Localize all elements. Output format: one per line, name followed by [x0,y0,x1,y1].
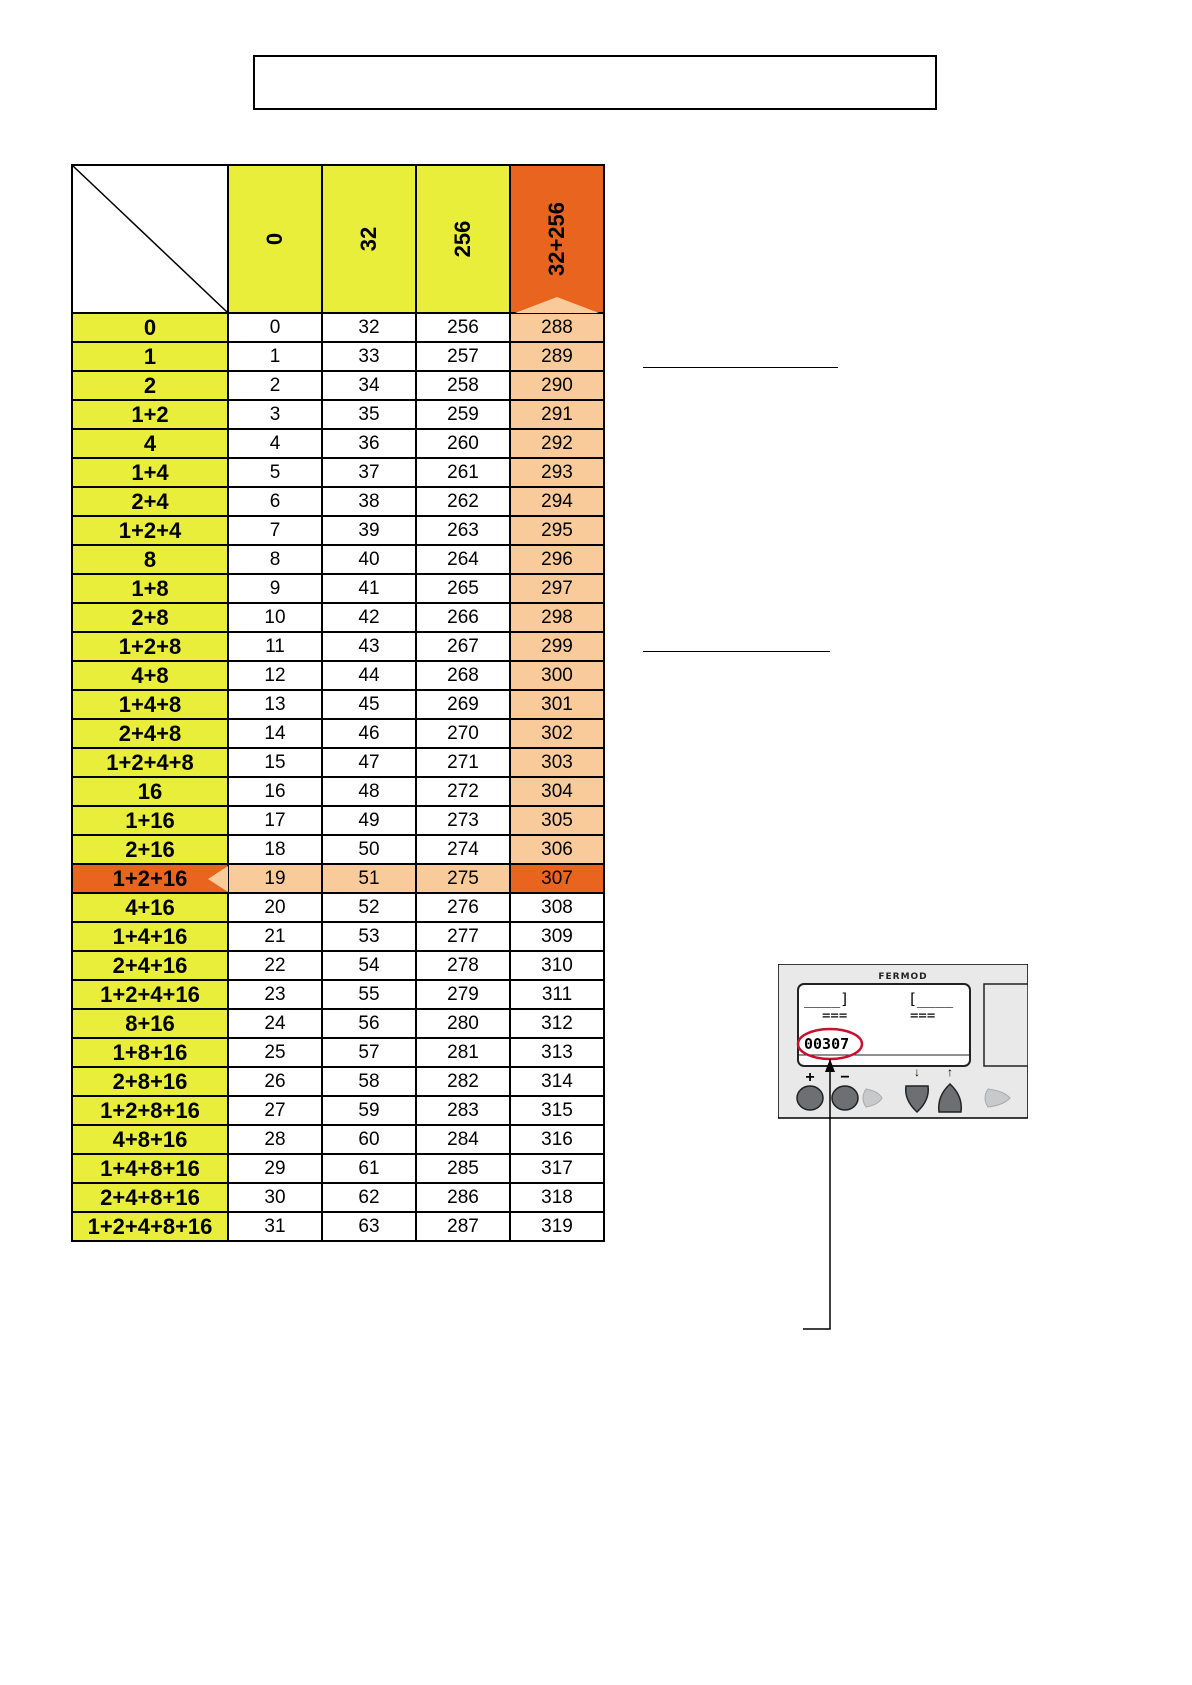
table-cell: 308 [510,893,604,922]
table-cell: 291 [510,400,604,429]
device-brand: FERMOD [878,972,928,982]
table-cell: 304 [510,777,604,806]
table-cell: 317 [510,1154,604,1183]
row-head: 1+2+16 [72,864,228,893]
table-cell: 303 [510,748,604,777]
table-cell: 296 [510,545,604,574]
table-cell: 302 [510,719,604,748]
table-row [72,545,604,574]
table-row [72,1009,604,1038]
table-cell: 42 [322,603,416,632]
table-row [72,922,604,951]
table-cell: 272 [416,777,510,806]
table-cell: 256 [416,313,510,342]
table-cell: 10 [228,603,322,632]
table-cell: 283 [416,1096,510,1125]
table-cell: 284 [416,1125,510,1154]
table-cell: 58 [322,1067,416,1096]
table-row [72,516,604,545]
table-cell: 21 [228,922,322,951]
table-cell: 309 [510,922,604,951]
table-cell: 263 [416,516,510,545]
table-cell: 267 [416,632,510,661]
table-cell: 32 [322,313,416,342]
table-cell: 0 [228,313,322,342]
table-cell: 29 [228,1154,322,1183]
table-cell: 269 [416,690,510,719]
table-row [72,690,604,719]
table-cell: 48 [322,777,416,806]
table-cell: 260 [416,429,510,458]
table-row [72,893,604,922]
table-cell: 28 [228,1125,322,1154]
row-head: 1+4+8 [72,690,228,719]
table-cell: 46 [322,719,416,748]
col-head-32-256: 32+256 [510,165,604,313]
side-panel [984,984,1028,1066]
table-cell: 292 [510,429,604,458]
heading-rule-2 [643,651,830,652]
row-head: 2+16 [72,835,228,864]
table-cell: 262 [416,487,510,516]
table-cell: 265 [416,574,510,603]
lcd-left-mid: === [822,1008,848,1024]
table-cell: 312 [510,1009,604,1038]
table-cell: 30 [228,1183,322,1212]
table-cell: 14 [228,719,322,748]
lcd-right-top: [____ [908,990,954,1008]
table-cell: 49 [322,806,416,835]
row-head: 1+8 [72,574,228,603]
row-head: 4+8+16 [72,1125,228,1154]
table-cell: 295 [510,516,604,545]
code-table [71,164,605,1242]
table-cell: 281 [416,1038,510,1067]
row-head: 1 [72,342,228,371]
table-cell: 54 [322,951,416,980]
table-cell: 298 [510,603,604,632]
table-cell: 13 [228,690,322,719]
row-head: 1+2+4+16 [72,980,228,1009]
table-cell: 53 [322,922,416,951]
table-cell: 270 [416,719,510,748]
row-head: 1+2+4+8+16 [72,1212,228,1241]
title-box [253,55,937,110]
table-row [72,1183,604,1212]
row-head: 1+2+4 [72,516,228,545]
table-cell: 259 [416,400,510,429]
minus-button [832,1086,858,1110]
row-head: 1+2+4+8 [72,748,228,777]
row-head: 4+16 [72,893,228,922]
table-cell: 319 [510,1212,604,1241]
table-cell: 2 [228,371,322,400]
table-cell: 40 [322,545,416,574]
table-cell: 35 [322,400,416,429]
down-arrow-icon: ↓ [914,1065,920,1079]
row-head: 2 [72,371,228,400]
table-row [72,1125,604,1154]
table-cell: 6 [228,487,322,516]
table-cell: 55 [322,980,416,1009]
table-cell: 27 [228,1096,322,1125]
table-row [72,661,604,690]
table-row [72,574,604,603]
row-head: 2+4+8 [72,719,228,748]
table-cell: 38 [322,487,416,516]
table-row [72,1038,604,1067]
table-row [72,342,604,371]
table-cell: 274 [416,835,510,864]
table-cell: 1 [228,342,322,371]
row-head: 2+4+16 [72,951,228,980]
table-cell: 307 [510,864,604,893]
plus-button [797,1086,823,1110]
row-head: 1+16 [72,806,228,835]
table-cell: 57 [322,1038,416,1067]
table-cell: 315 [510,1096,604,1125]
table-cell: 290 [510,371,604,400]
table-cell: 280 [416,1009,510,1038]
table-cell: 4 [228,429,322,458]
table-cell: 294 [510,487,604,516]
table-cell: 23 [228,980,322,1009]
table-row [72,1212,604,1241]
row-head: 2+4 [72,487,228,516]
table-cell: 26 [228,1067,322,1096]
table-row [72,1067,604,1096]
table-cell: 279 [416,980,510,1009]
table-cell: 60 [322,1125,416,1154]
row-head: 2+8+16 [72,1067,228,1096]
table-cell: 318 [510,1183,604,1212]
table-cell: 257 [416,342,510,371]
col-pointer [515,297,599,313]
table-cell: 3 [228,400,322,429]
row-head: 4 [72,429,228,458]
lcd-value: 00307 [804,1035,850,1053]
table-cell: 287 [416,1212,510,1241]
table-row [72,777,604,806]
table-cell: 300 [510,661,604,690]
table-cell: 266 [416,603,510,632]
table-cell: 8 [228,545,322,574]
row-head: 0 [72,313,228,342]
table-row [72,487,604,516]
plus-label: + [805,1069,815,1086]
table-cell: 306 [510,835,604,864]
table-row [72,980,604,1009]
table-cell: 9 [228,574,322,603]
table-cell: 18 [228,835,322,864]
table-row [72,748,604,777]
table-cell: 37 [322,458,416,487]
up-arrow-icon: ↑ [947,1065,953,1079]
row-head: 2+8 [72,603,228,632]
row-head: 1+4+8+16 [72,1154,228,1183]
table-row [72,632,604,661]
row-head: 1+8+16 [72,1038,228,1067]
table-cell: 316 [510,1125,604,1154]
col-head-256: 256 [416,165,510,313]
table-cell: 59 [322,1096,416,1125]
table-cell: 62 [322,1183,416,1212]
diagonal-line [73,166,227,312]
heading-rule-1 [643,367,838,368]
table-row [72,951,604,980]
row-head: 4+8 [72,661,228,690]
header-row [72,165,604,313]
table-cell: 305 [510,806,604,835]
table-cell: 282 [416,1067,510,1096]
table-cell: 56 [322,1009,416,1038]
row-head: 1+4 [72,458,228,487]
table-cell: 34 [322,371,416,400]
row-head: 8+16 [72,1009,228,1038]
minus-label: − [840,1069,850,1086]
table-cell: 7 [228,516,322,545]
table-cell: 278 [416,951,510,980]
lcd-right-mid: === [910,1008,936,1024]
table-cell: 311 [510,980,604,1009]
table-cell: 33 [322,342,416,371]
table-cell: 277 [416,922,510,951]
row-head: 1+2+8+16 [72,1096,228,1125]
row-head: 16 [72,777,228,806]
table-row [72,719,604,748]
table-row [72,864,604,893]
table-cell: 41 [322,574,416,603]
table-cell: 17 [228,806,322,835]
table-cell: 313 [510,1038,604,1067]
col-head-0: 0 [228,165,322,313]
table-row [72,371,604,400]
table-cell: 264 [416,545,510,574]
table-cell: 63 [322,1212,416,1241]
row-head: 1+4+16 [72,922,228,951]
table-cell: 20 [228,893,322,922]
row-head: 2+4+8+16 [72,1183,228,1212]
table-row [72,835,604,864]
table-cell: 44 [322,661,416,690]
fermod-controller [778,964,1028,1344]
table-cell: 271 [416,748,510,777]
table-cell: 299 [510,632,604,661]
row-pointer [208,866,228,892]
table-cell: 45 [322,690,416,719]
table-cell: 12 [228,661,322,690]
table-cell: 273 [416,806,510,835]
table-cell: 289 [510,342,604,371]
table-cell: 285 [416,1154,510,1183]
row-head: 8 [72,545,228,574]
table-cell: 5 [228,458,322,487]
table-cell: 258 [416,371,510,400]
table-cell: 47 [322,748,416,777]
col-head-32: 32 [322,165,416,313]
table-cell: 36 [322,429,416,458]
table-cell: 301 [510,690,604,719]
table-row [72,603,604,632]
table-cell: 276 [416,893,510,922]
table-cell: 297 [510,574,604,603]
table-cell: 51 [322,864,416,893]
table-cell: 22 [228,951,322,980]
table-cell: 39 [322,516,416,545]
table-cell: 52 [322,893,416,922]
table-cell: 275 [416,864,510,893]
table-row [72,313,604,342]
table-row [72,1096,604,1125]
table-cell: 25 [228,1038,322,1067]
table-cell: 293 [510,458,604,487]
table-cell: 286 [416,1183,510,1212]
table-row [72,458,604,487]
table-cell: 16 [228,777,322,806]
table-cell: 11 [228,632,322,661]
table-row [72,429,604,458]
table-row [72,1154,604,1183]
table-cell: 15 [228,748,322,777]
table-cell: 50 [322,835,416,864]
row-head: 1+2+8 [72,632,228,661]
table-cell: 19 [228,864,322,893]
table-cell: 268 [416,661,510,690]
table-cell: 310 [510,951,604,980]
corner-cell [72,165,228,313]
lcd-left-top: ____] [804,990,850,1008]
table-row [72,806,604,835]
table-cell: 61 [322,1154,416,1183]
row-head: 1+2 [72,400,228,429]
table-row [72,400,604,429]
table-cell: 43 [322,632,416,661]
table-cell: 288 [510,313,604,342]
table-cell: 261 [416,458,510,487]
table-cell: 314 [510,1067,604,1096]
table-cell: 24 [228,1009,322,1038]
table-cell: 31 [228,1212,322,1241]
